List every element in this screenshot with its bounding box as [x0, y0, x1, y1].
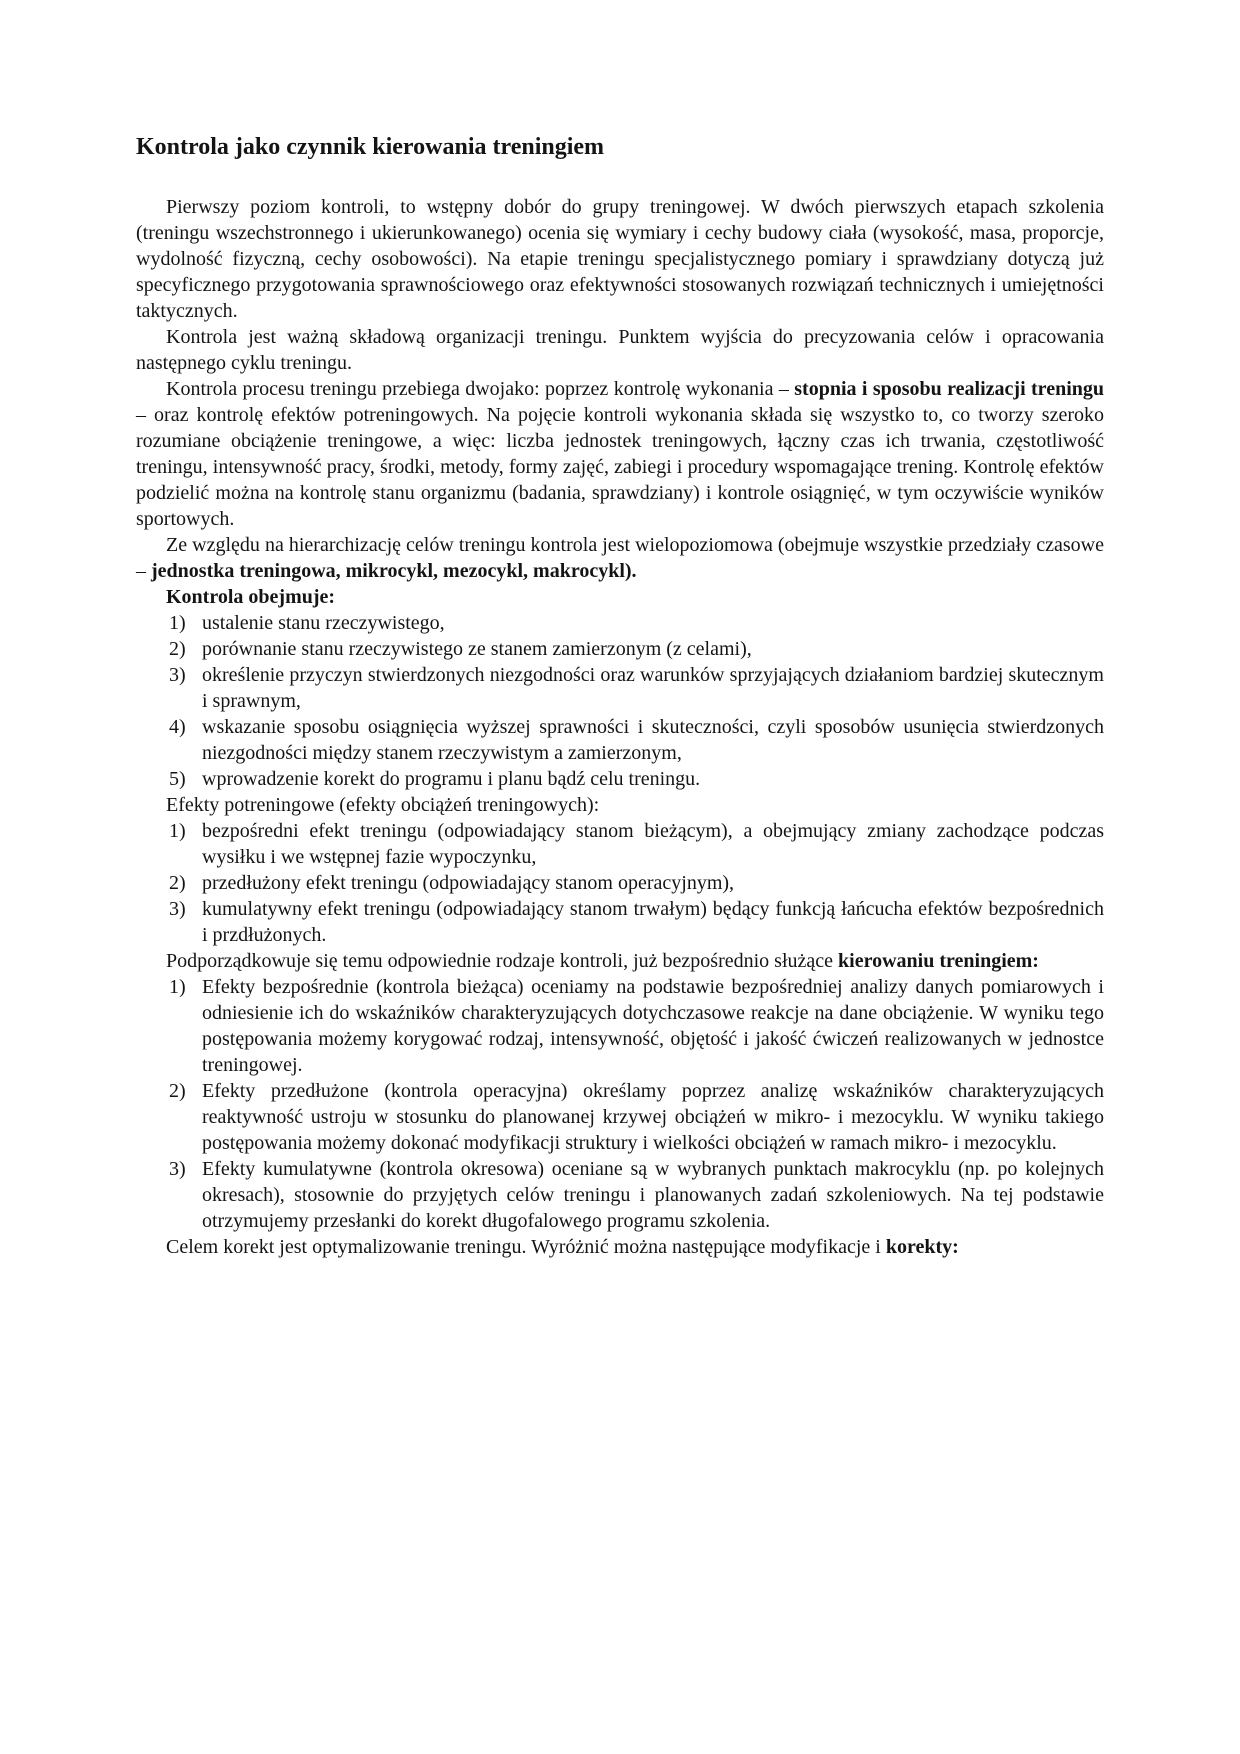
list-item-text: Efekty bezpośrednie (kontrola bieżąca) oceniamy na podstawie bezpośredniej analizy danych pomiarowych i odniesienie ich do wskaźników charakteryzujących dotychczasowe reakcje na dane obciążenie. W wyniku tego postępowania możemy korygować rodzaj, intensywność, objętość i jakość ćwiczeń realizowanych w jednostce treningowej.: [202, 976, 1104, 1076]
list-item-text: określenie przyczyn stwierdzonych niezgodności oraz warunków sprzyjających działaniom bardziej skutecznym i sprawnym,: [202, 664, 1104, 712]
page-title: Kontrola jako czynnik kierowania treningiem: [136, 134, 605, 160]
paragraph-proces-seg-b-bold: stopnia i sposobu realizacji treningu: [794, 378, 1104, 400]
list-item-text: porównanie stanu rzeczywistego ze stanem zamierzonym (z celami),: [202, 638, 752, 660]
paragraph-cel-korekt: [136, 1234, 1104, 1260]
list-item-text: wprowadzenie korekt do programu i planu bądź celu treningu.: [202, 768, 701, 790]
heading-efekty-potreningowe: Efekty potreningowe (efekty obciążeń treningowych):: [166, 794, 600, 816]
paragraph-hierarchizacja-seg-b-bold: jednostka treningowa, mikrocykl, mezocykl, makrocykl).: [151, 560, 637, 582]
paragraph-rodzaje-kontroli: [136, 948, 1104, 974]
list-item-text: Efekty przedłużone (kontrola operacyjna) określamy poprzez analizę wskaźników charakteryzujących reaktywność ustroju w stosunku do planowanej krzywej obciążeń w mikro- i mezocyklu. W wyniku takiego postępowania możemy dokonać modyfikacji struktury i wielkości obciążeń w ramach mikro- i mezocyklu.: [202, 1080, 1104, 1154]
paragraph-hierarchizacja: [136, 532, 1104, 584]
list-item-number: 3): [169, 1158, 186, 1180]
list-item-number: 3): [169, 898, 186, 920]
paragraph-proces-treningu: [136, 376, 1104, 532]
heading-kontrola-obejmuje: Kontrola obejmuje:: [166, 586, 336, 608]
list-item-text: przedłużony efekt treningu (odpowiadający stanom operacyjnym),: [202, 872, 735, 894]
list-rodzaje-kontroli: [136, 974, 1104, 1234]
paragraph-kontrola-skladowa-text: Kontrola jest ważną składową organizacji treningu. Punktem wyjścia do precyzowania celów i opracowania następnego cyklu treningu.: [136, 326, 1104, 374]
paragraph-intro: [136, 194, 1104, 324]
list-item: [169, 662, 1104, 714]
list-item-number: 1): [169, 612, 186, 634]
list-item-number: 2): [169, 872, 186, 894]
list-kontrola-obejmuje: [136, 610, 1104, 792]
list-item: [169, 610, 1104, 636]
list-item: [169, 636, 1104, 662]
list-efekty-potreningowe: [136, 818, 1104, 948]
list-item: [169, 714, 1104, 766]
paragraph-proces-seg-a: Kontrola procesu treningu przebiega dwojako: poprzez kontrolę wykonania –: [166, 378, 795, 400]
list-item-text: wskazanie sposobu osiągnięcia wyższej sprawności i skuteczności, czyli sposobów usunięcia stwierdzonych niezgodności między stanem rzeczywistym a zamierzonym,: [202, 716, 1104, 764]
list-item-text: Efekty kumulatywne (kontrola okresowa) oceniane są w wybranych punktach makrocyklu (np. po kolejnych okresach), stosownie do przyjętych celów treningu i planowanych zadań szkoleniowych. Na tej podstawie otrzymujemy przesłanki do korekt długofalowego programu szkolenia.: [202, 1158, 1104, 1232]
list-item: [169, 974, 1104, 1078]
paragraph-kontrola-skladowa: [136, 324, 1104, 376]
paragraph-rodzaje-seg-a: Podporządkowuje się temu odpowiednie rodzaje kontroli, już bezpośrednio służące: [166, 950, 839, 972]
list-item-number: 1): [169, 976, 186, 998]
list-item-text: kumulatywny efekt treningu (odpowiadający stanom trwałym) będący funkcją łańcucha efektów bezpośrednich i przdłużonych.: [202, 898, 1104, 946]
paragraph-rodzaje-seg-b-bold: kierowaniu treningiem:: [838, 950, 1039, 972]
list-item-number: 2): [169, 638, 186, 660]
list-item-number: 1): [169, 820, 186, 842]
list-item: [169, 1156, 1104, 1234]
paragraph-cel-korekt-seg-b-bold: korekty:: [885, 1236, 959, 1258]
paragraph-hierarchizacja-seg-a: Ze względu na hierarchizację celów treningu kontrola jest wielopoziomowa (obejmuje wszystkie przedziały czasowe –: [136, 534, 1104, 582]
list-item: [169, 766, 1104, 792]
list-item-number: 2): [169, 1080, 186, 1102]
list-item-number: 4): [169, 716, 186, 738]
paragraph-proces-seg-c: – oraz kontrolę efektów potreningowych. Na pojęcie kontroli wykonania składa się wszystko to, co tworzy szeroko rozumiane obciążenie treningowe, a więc: liczba jednostek treningowych, łączny czas ich trwania, częstotliwość treningu, intensywność pracy, środki, metody, formy zajęć, zabiegi i procedury wspomagające trening. Kontrolę efektów podzielić można na kontrolę stanu organizmu (badania, sprawdziany) i kontrole osiągnięć, w tym oczywiście wyników sportowych.: [136, 404, 1104, 530]
list-item-number: 5): [169, 768, 186, 790]
list-item-number: 3): [169, 664, 186, 686]
list-item: [169, 1078, 1104, 1156]
list-item: [169, 818, 1104, 870]
list-item-text: ustalenie stanu rzeczywistego,: [202, 612, 445, 634]
list-item: [169, 896, 1104, 948]
paragraph-cel-korekt-seg-a: Celem korekt jest optymalizowanie treningu. Wyróżnić można następujące modyfikacje i: [166, 1236, 886, 1258]
paragraph-intro-text: Pierwszy poziom kontroli, to wstępny dobór do grupy treningowej. W dwóch pierwszych etapach szkolenia (treningu wszechstronnego i ukierunkowanego) ocenia się wymiary i cechy budowy ciała (wysokość, masa, proporcje, wydolność fizyczną, cechy osobowości). Na etapie treningu specjalistycznego pomiary i sprawdziany dotyczą już specyficznego przygotowania sprawnościowego oraz efektywności stosowanych rozwiązań technicznych i umiejętności taktycznych.: [136, 196, 1104, 322]
list-item: [169, 870, 1104, 896]
list-item-text: bezpośredni efekt treningu (odpowiadający stanom bieżącym), a obejmujący zmiany zachodzące podczas wysiłku i we wstępnej fazie wypoczynku,: [202, 820, 1104, 868]
